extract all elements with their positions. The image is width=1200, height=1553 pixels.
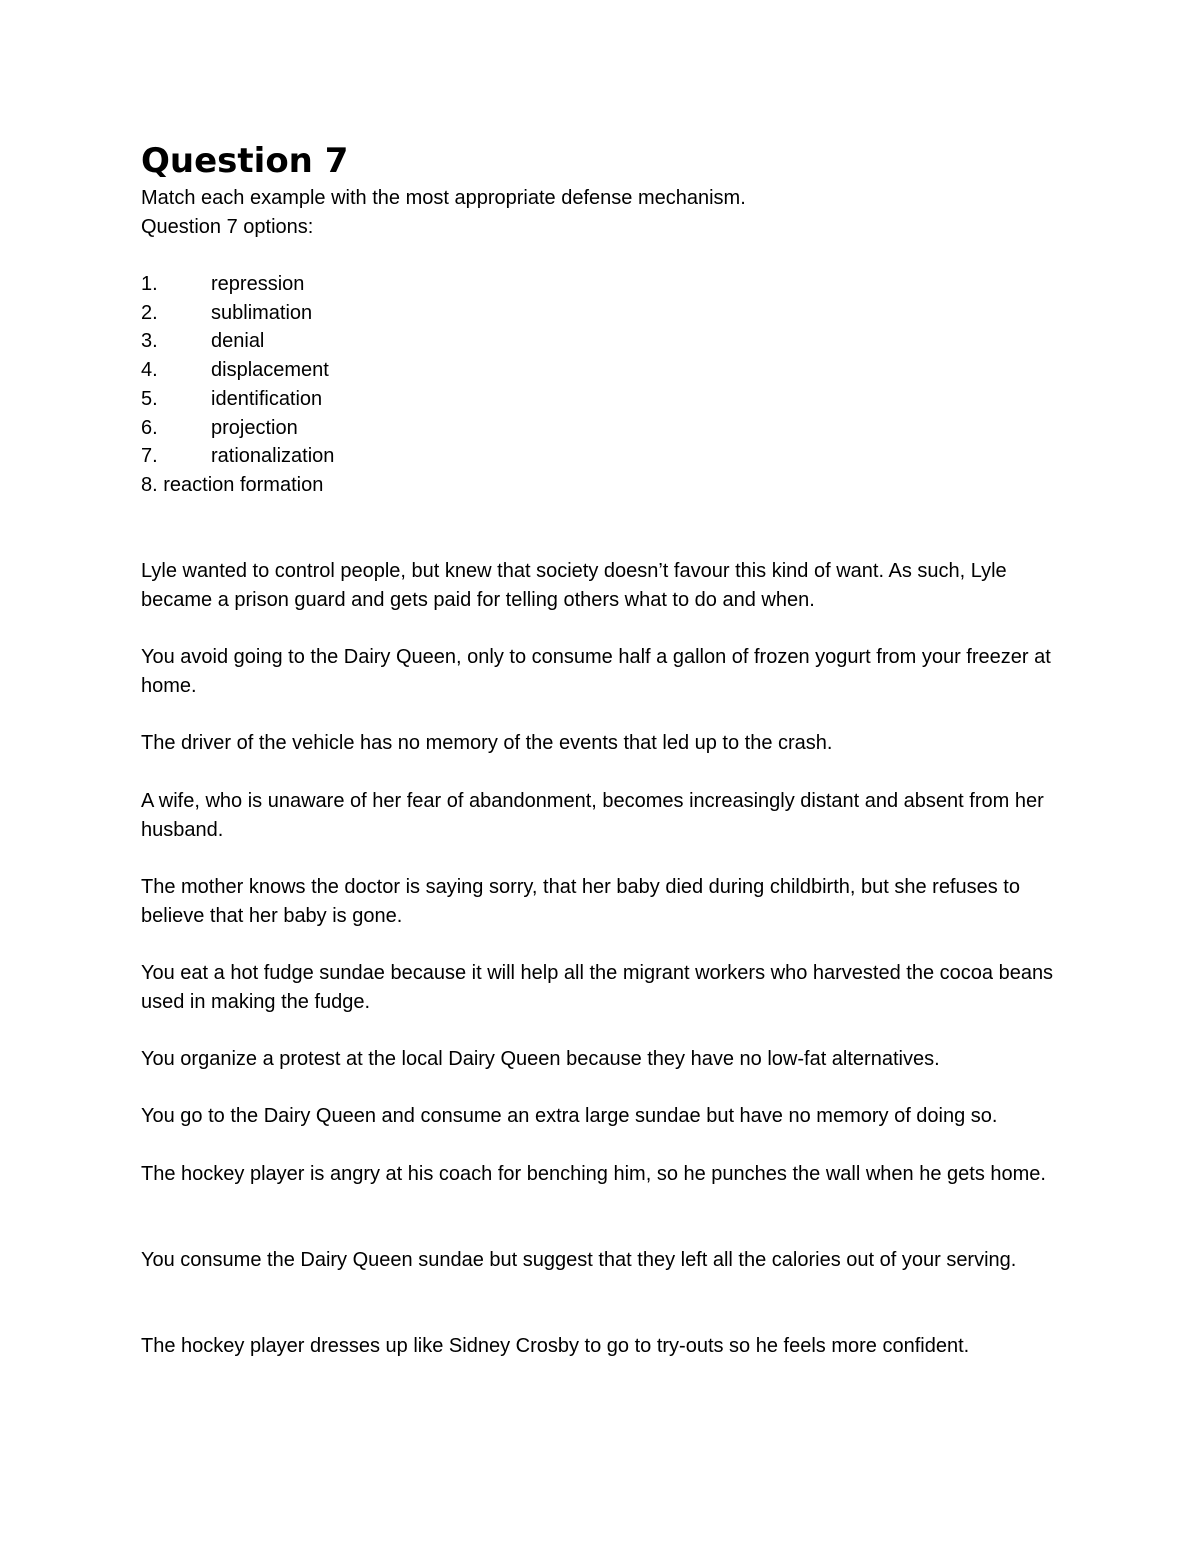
- example-paragraph: You eat a hot fudge sundae because it will help all the migrant workers who harvested the cocoa beans used in making the fudge.: [141, 962, 1054, 1013]
- example-paragraph: The hockey player is angry at his coach for benching him, so he punches the wall when he gets home.: [141, 1163, 1046, 1185]
- example-paragraph: You consume the Dairy Queen sundae but suggest that they left all the calories out of your serving.: [141, 1249, 1017, 1271]
- option-item: [141, 385, 322, 413]
- option-item: [141, 327, 264, 355]
- option-item: [141, 442, 334, 470]
- option-text: sublimation: [211, 302, 313, 324]
- example-paragraph: You avoid going to the Dairy Queen, only to consume half a gallon of frozen yogurt from your freezer at home.: [141, 646, 1051, 697]
- example-paragraph: The hockey player dresses up like Sidney Crosby to go to try-outs so he feels more confident.: [141, 1335, 970, 1357]
- option-item: [141, 270, 304, 298]
- option-item: [141, 356, 329, 384]
- option-text: denial: [211, 330, 265, 352]
- option-number: 3.: [141, 330, 158, 352]
- option-number: 2.: [141, 302, 158, 324]
- option-text: displacement: [211, 359, 329, 381]
- option-item-8: 8. reaction formation: [141, 474, 324, 496]
- example-paragraph: You organize a protest at the local Dairy Queen because they have no low-fat alternatives.: [141, 1048, 940, 1070]
- example-paragraph: A wife, who is unaware of her fear of abandonment, becomes increasingly distant and absent from her husband.: [141, 790, 1044, 841]
- option-text: repression: [211, 273, 305, 295]
- example-paragraph: You go to the Dairy Queen and consume an extra large sundae but have no memory of doing so.: [141, 1105, 998, 1127]
- option-number: 7.: [141, 445, 158, 467]
- option-item: [141, 414, 298, 442]
- example-paragraph: Lyle wanted to control people, but knew that society doesn’t favour this kind of want. As such, Lyle became a prison guard and gets paid for telling others what to do and when.: [141, 560, 1007, 611]
- option-number: 1.: [141, 273, 158, 295]
- option-text: identification: [211, 388, 323, 410]
- example-paragraph: The mother knows the doctor is saying sorry, that her baby died during childbirth, but she refuses to believe that her baby is gone.: [141, 876, 1020, 927]
- options-label: Question 7 options:: [141, 216, 314, 238]
- option-text: projection: [211, 417, 298, 439]
- option-number: 4.: [141, 359, 158, 381]
- instruction-text: Match each example with the most appropriate defense mechanism.: [141, 187, 746, 209]
- option-number: 5.: [141, 388, 158, 410]
- option-number: 6.: [141, 417, 158, 439]
- question-title: Question 7: [141, 141, 349, 181]
- option-text: rationalization: [211, 445, 335, 467]
- example-paragraph: The driver of the vehicle has no memory of the events that led up to the crash.: [141, 732, 833, 754]
- option-item: [141, 299, 312, 327]
